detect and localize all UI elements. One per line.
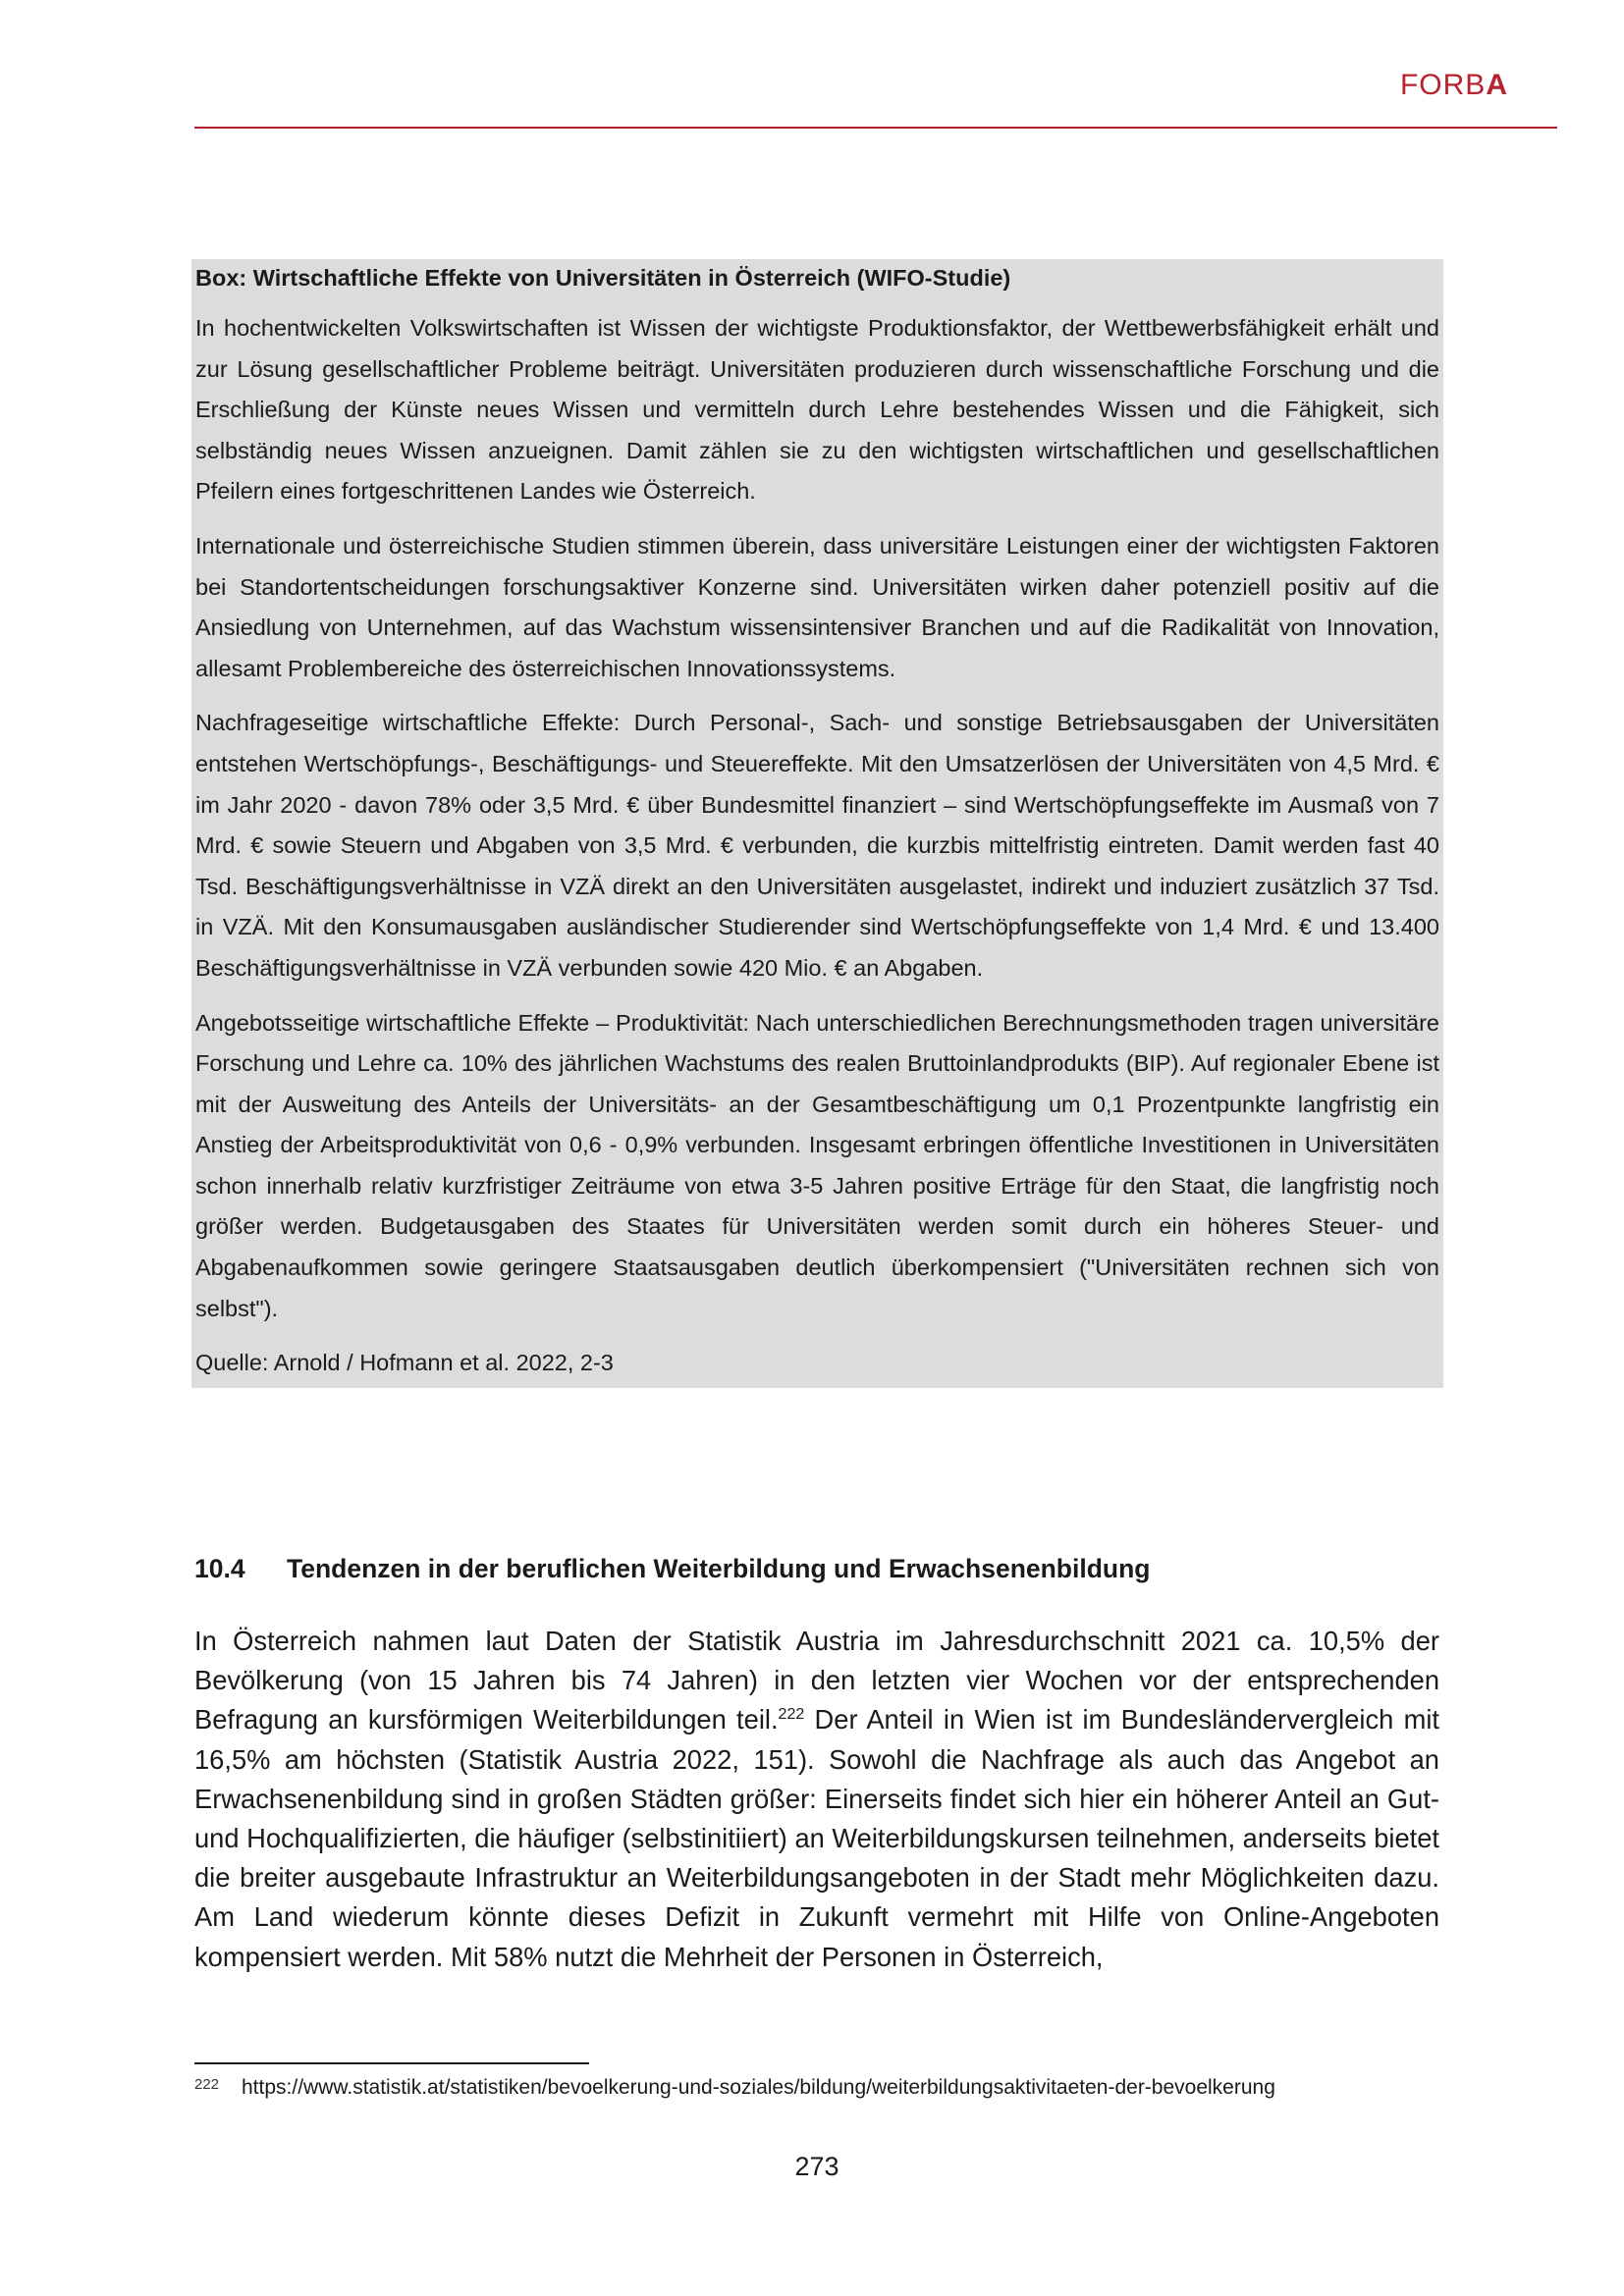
box-paragraph: Angebotsseitige wirtschaftliche Effekte – Produktivität: Nach unterschiedlichen Berechnungsmethoden tragen universitäre Forschung und Lehre ca. 10% des jährlichen Wachstums des realen Bruttoinlandprodukts (BIP). Auf regionaler Ebene ist mit der Ausweitung des Anteils der Universitäts- an der Gesamtbeschäftigung um 0,1 Prozentpunkte langfristig ein Anstieg der Arbeitsproduktivität von 0,6 - 0,9% verbunden. Insgesamt erbringen öffentliche Investitionen in Universitäten schon innerhalb relativ kurzfristiger Zeiträume von etwa 3-5 Jahren positive Erträge für den Staat, die langfristig noch größer werden. Budgetausgaben des Staates für Universitäten werden somit durch ein höheres Steuer- und Abgabenaufkommen sowie geringere Staatsausgaben deutlich überkompensiert ("Universitäten rechnen sich von selbst"). [195, 1009, 1439, 1321]
section-title: Tendenzen in der beruflichen Weiterbildung und Erwachsenenbildung [287, 1554, 1151, 1583]
body-text-part1: In Österreich nahmen laut Daten der Statistik Austria im Jahresdurchschnitt 2021 ca. 10,5% der Bevölkerung (von 15 Jahren bis 74 Jahren) in den letzten vier Wochen vor der entsprechenden Befragung an kursförmigen Weiterbildungen teil. [194, 1626, 1439, 1735]
box-paragraph: In hochentwickelten Volkswirtschaften ist Wissen der wichtigste Produktionsfaktor, der Wettbewerbsfähigkeit erhält und zur Lösung gesellschaftlicher Probleme beiträgt. Universitäten produzieren durch wissenschaftliche Forschung und die Erschließung der Künste neues Wissen und vermitteln durch Lehre bestehendes Wissen und die Fähigkeit, sich selbständig neues Wissen anzueignen. Damit zählen sie zu den wichtigsten wirtschaftlichen und gesellschaftlichen Pfeilern eines fortgeschrittenen Landes wie Österreich. [195, 315, 1439, 505]
footnote [194, 2075, 1422, 2101]
page-number: 273 [794, 2152, 839, 2181]
box-source: Quelle: Arnold / Hofmann et al. 2022, 2-3 [195, 1350, 614, 1376]
box-title: Box: Wirtschaftliche Effekte von Universitäten in Österreich (WIFO-Studie) [195, 265, 1011, 291]
footnote-number: 222 [194, 2076, 220, 2093]
box-paragraph: Nachfrageseitige wirtschaftliche Effekte: Durch Personal-, Sach- und sonstige Betriebsausgaben der Universitäten entstehen Wertschöpfungs-, Beschäftigungs- und Steuereffekte. Mit den Umsatzerlösen der Universitäten von 4,5 Mrd. € im Jahr 2020 - davon 78% oder 3,5 Mrd. € über Bundesmittel finanziert – sind Wertschöpfungseffekte im Ausmaß von 7 Mrd. € sowie Steuern und Abgaben von 3,5 Mrd. € verbunden, die kurzbis mittelfristig eintreten. Damit werden fast 40 Tsd. Beschäftigungsverhältnisse in VZÄ direkt an den Universitäten ausgelastet, indirekt und induziert zusätzlich 37 Tsd. in VZÄ. Mit den Konsumausgaben ausländischer Studierender sind Wertschöpfungseffekte von 1,4 Mrd. € und 13.400 Beschäftigungsverhältnisse in VZÄ verbunden sowie 420 Mio. € an Abgaben. [195, 710, 1439, 981]
forba-logo [1400, 69, 1508, 102]
body-paragraph [194, 1622, 1439, 1977]
footnote-reference[interactable]: 222 [778, 1706, 805, 1724]
logo-text-plain: FORB [1399, 69, 1487, 101]
body-text-part2: Der Anteil in Wien ist im Bundesländervergleich mit 16,5% am höchsten (Statistik Austria 2022, 151). Sowohl die Nachfrage als auch das Angebot an Erwachsenenbildung sind in großen Städten größer: Einerseits findet sich hier ein höherer Anteil an Gut- und Hochqualifizierten, die häufiger (selbstinitiiert) an Weiterbildungskursen teilnehmen, anderseits bietet die breiter ausgebaute Infrastruktur an Weiterbildungsangeboten in der Stadt mehr Möglichkeiten dazu. Am Land wiederum könnte dieses Defizit in Zukunft vermehrt mit Hilfe von Online-Angeboten kompensiert werden. Mit 58% nutzt die Mehrheit der Personen in Österreich, [194, 1704, 1440, 1972]
box-paragraph: Internationale und österreichische Studien stimmen überein, dass universitäre Leistungen einer der wichtigsten Faktoren bei Standortentscheidungen forschungsaktiver Konzerne sind. Universitäten wirken daher potenziell positiv auf die Ansiedlung von Unternehmen, auf das Wachstum wissensintensiver Branchen und auf die Radikalität von Innovation, allesamt Problembereiche des österreichischen Innovationssystems. [195, 532, 1439, 681]
section-number: 10.4 [194, 1554, 245, 1583]
logo-text-bold: A [1486, 69, 1508, 101]
section-heading [194, 1554, 1471, 1584]
info-box [191, 259, 1443, 1388]
header-divider [194, 127, 1557, 129]
footnote-divider [194, 2062, 589, 2064]
footnote-link[interactable]: https://www.statistik.at/statistiken/bevoelkerung-und-soziales/bildung/weiterbildungsaktivitaeten-der-bevoelkerung [242, 2076, 1275, 2099]
